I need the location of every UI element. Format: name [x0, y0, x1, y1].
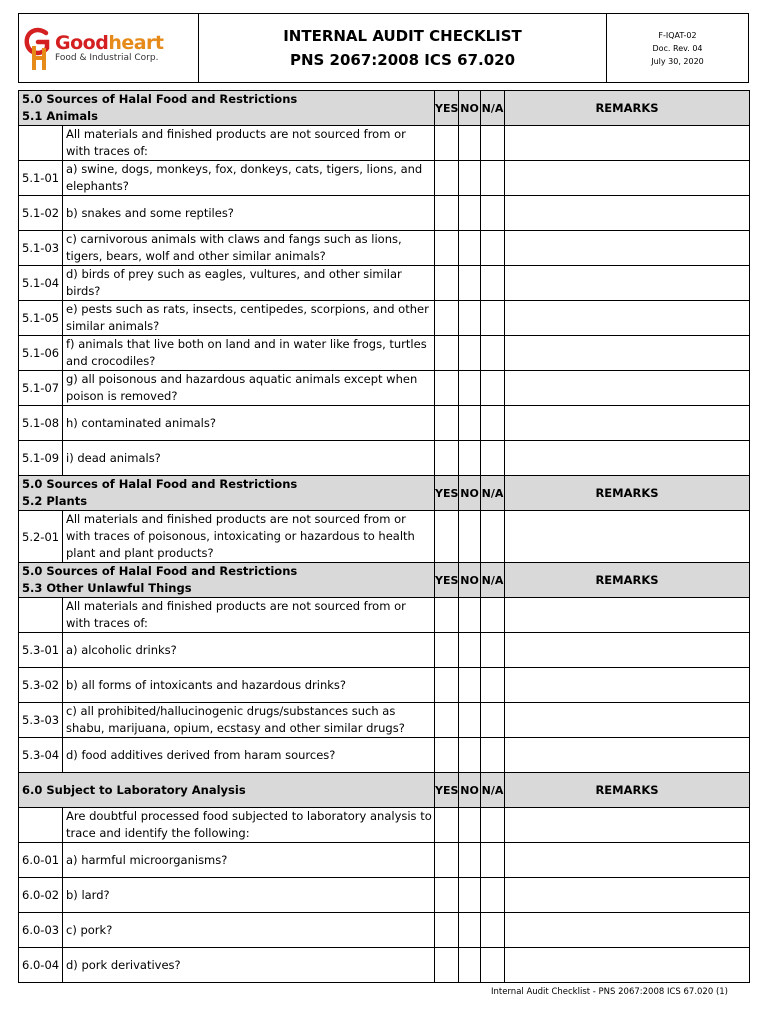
- yes-checkbox-cell[interactable]: [435, 441, 459, 476]
- na-checkbox-cell[interactable]: [481, 126, 505, 161]
- remarks-cell[interactable]: [505, 668, 750, 703]
- no-checkbox-cell[interactable]: [459, 371, 481, 406]
- item-number: 6.0-02: [19, 878, 63, 913]
- checklist-row: [19, 668, 750, 703]
- item-question: Are doubtful processed food subjected to laboratory analysis to trace and identify the following:: [63, 808, 435, 843]
- item-question: e) pests such as rats, insects, centipedes, scorpions, and other similar animals?: [63, 301, 435, 336]
- na-column-header: N/A: [481, 91, 505, 126]
- item-number: 5.1-01: [19, 161, 63, 196]
- yes-checkbox-cell[interactable]: [435, 913, 459, 948]
- na-checkbox-cell[interactable]: [481, 406, 505, 441]
- no-column-header: NO: [459, 476, 481, 511]
- section-header-row: [19, 563, 750, 598]
- remarks-cell[interactable]: [505, 266, 750, 301]
- checklist-row: [19, 371, 750, 406]
- yes-checkbox-cell[interactable]: [435, 738, 459, 773]
- yes-checkbox-cell[interactable]: [435, 266, 459, 301]
- checklist-row: [19, 633, 750, 668]
- na-checkbox-cell[interactable]: [481, 511, 505, 563]
- checklist-row: [19, 808, 750, 843]
- page-footer: Internal Audit Checklist - PNS 2067:2008 ICS 67.020 (1): [491, 987, 728, 997]
- na-checkbox-cell[interactable]: [481, 441, 505, 476]
- na-column-header: N/A: [481, 476, 505, 511]
- remarks-cell[interactable]: [505, 371, 750, 406]
- section-title: [19, 476, 435, 511]
- item-question: a) harmful microorganisms?: [63, 843, 435, 878]
- item-question: d) birds of prey such as eagles, vultures, and other similar birds?: [63, 266, 435, 301]
- item-number: 6.0-01: [19, 843, 63, 878]
- remarks-cell[interactable]: [505, 738, 750, 773]
- section-title: [19, 91, 435, 126]
- item-number: 5.1-03: [19, 231, 63, 266]
- yes-checkbox-cell[interactable]: [435, 948, 459, 983]
- no-checkbox-cell[interactable]: [459, 948, 481, 983]
- remarks-cell[interactable]: [505, 196, 750, 231]
- section-title-line-2: 5.2 Plants: [22, 494, 88, 508]
- yes-checkbox-cell[interactable]: [435, 336, 459, 371]
- na-checkbox-cell[interactable]: [481, 336, 505, 371]
- na-checkbox-cell[interactable]: [481, 633, 505, 668]
- remarks-cell[interactable]: [505, 598, 750, 633]
- checklist-row: [19, 598, 750, 633]
- company-logo: [19, 14, 199, 82]
- remarks-column-header: REMARKS: [505, 476, 750, 511]
- checklist-row: [19, 196, 750, 231]
- no-checkbox-cell[interactable]: [459, 231, 481, 266]
- item-question: a) swine, dogs, monkeys, fox, donkeys, cats, tigers, lions, and elephants?: [63, 161, 435, 196]
- na-checkbox-cell[interactable]: [481, 231, 505, 266]
- na-checkbox-cell[interactable]: [481, 668, 505, 703]
- checklist-row: [19, 913, 750, 948]
- no-column-header: NO: [459, 563, 481, 598]
- yes-checkbox-cell[interactable]: [435, 406, 459, 441]
- no-checkbox-cell[interactable]: [459, 441, 481, 476]
- document-title: [199, 14, 607, 82]
- audit-checklist-table: [18, 90, 750, 983]
- remarks-cell[interactable]: [505, 511, 750, 563]
- item-question: All materials and finished products are not sourced from or with traces of:: [63, 598, 435, 633]
- section-title-line-1: 5.0 Sources of Halal Food and Restrictions: [22, 477, 298, 491]
- remarks-cell[interactable]: [505, 948, 750, 983]
- item-number: 5.1-08: [19, 406, 63, 441]
- section-title-line-1: 5.0 Sources of Halal Food and Restrictions: [22, 92, 298, 106]
- item-question: b) snakes and some reptiles?: [63, 196, 435, 231]
- item-number: 5.1-06: [19, 336, 63, 371]
- item-number: 5.1-04: [19, 266, 63, 301]
- remarks-cell[interactable]: [505, 808, 750, 843]
- na-column-header: N/A: [481, 773, 505, 808]
- yes-checkbox-cell[interactable]: [435, 633, 459, 668]
- checklist-row: [19, 231, 750, 266]
- yes-checkbox-cell[interactable]: [435, 703, 459, 738]
- yes-checkbox-cell[interactable]: [435, 843, 459, 878]
- no-checkbox-cell[interactable]: [459, 913, 481, 948]
- section-header-row: [19, 476, 750, 511]
- na-checkbox-cell[interactable]: [481, 843, 505, 878]
- item-question: c) pork?: [63, 913, 435, 948]
- na-checkbox-cell[interactable]: [481, 371, 505, 406]
- no-column-header: NO: [459, 773, 481, 808]
- item-number: 5.1-02: [19, 196, 63, 231]
- no-checkbox-cell[interactable]: [459, 598, 481, 633]
- checklist-row: [19, 703, 750, 738]
- item-number: [19, 808, 63, 843]
- section-header-row: [19, 91, 750, 126]
- doc-code: F-IQAT-02: [658, 30, 697, 40]
- no-checkbox-cell[interactable]: [459, 843, 481, 878]
- no-checkbox-cell[interactable]: [459, 301, 481, 336]
- item-number: 5.2-01: [19, 511, 63, 563]
- checklist-row: [19, 406, 750, 441]
- title-line-1: INTERNAL AUDIT CHECKLIST: [283, 27, 522, 45]
- yes-checkbox-cell[interactable]: [435, 126, 459, 161]
- no-checkbox-cell[interactable]: [459, 266, 481, 301]
- remarks-cell[interactable]: [505, 441, 750, 476]
- section-title: [19, 563, 435, 598]
- remarks-cell[interactable]: [505, 843, 750, 878]
- checklist-row: [19, 301, 750, 336]
- document-info: [607, 14, 748, 82]
- yes-checkbox-cell[interactable]: [435, 668, 459, 703]
- item-question: d) pork derivatives?: [63, 948, 435, 983]
- na-checkbox-cell[interactable]: [481, 301, 505, 336]
- remarks-cell[interactable]: [505, 126, 750, 161]
- remarks-cell[interactable]: [505, 913, 750, 948]
- na-checkbox-cell[interactable]: [481, 738, 505, 773]
- item-question: All materials and finished products are not sourced from or with traces of:: [63, 126, 435, 161]
- no-checkbox-cell[interactable]: [459, 336, 481, 371]
- checklist-row: [19, 441, 750, 476]
- item-number: 5.3-02: [19, 668, 63, 703]
- no-checkbox-cell[interactable]: [459, 406, 481, 441]
- item-number: 5.1-09: [19, 441, 63, 476]
- remarks-cell[interactable]: [505, 878, 750, 913]
- section-title: [19, 773, 435, 808]
- na-checkbox-cell[interactable]: [481, 913, 505, 948]
- yes-column-header: YES: [435, 476, 459, 511]
- no-checkbox-cell[interactable]: [459, 511, 481, 563]
- item-number: 5.1-05: [19, 301, 63, 336]
- no-checkbox-cell[interactable]: [459, 878, 481, 913]
- remarks-cell[interactable]: [505, 336, 750, 371]
- remarks-cell[interactable]: [505, 231, 750, 266]
- item-question: g) all poisonous and hazardous aquatic animals except when poison is removed?: [63, 371, 435, 406]
- item-question: f) animals that live both on land and in water like frogs, turtles and crocodiles?: [63, 336, 435, 371]
- no-checkbox-cell[interactable]: [459, 808, 481, 843]
- na-checkbox-cell[interactable]: [481, 196, 505, 231]
- item-question: i) dead animals?: [63, 441, 435, 476]
- no-checkbox-cell[interactable]: [459, 633, 481, 668]
- yes-checkbox-cell[interactable]: [435, 598, 459, 633]
- item-question: b) all forms of intoxicants and hazardous drinks?: [63, 668, 435, 703]
- no-checkbox-cell[interactable]: [459, 703, 481, 738]
- item-question: All materials and finished products are not sourced from or with traces of poisonous, intoxicating or hazardous to health plant and plant products?: [63, 511, 435, 563]
- brand-name: [55, 31, 164, 54]
- yes-column-header: YES: [435, 563, 459, 598]
- item-number: 5.3-04: [19, 738, 63, 773]
- section-title-line-2: 5.3 Other Unlawful Things: [22, 581, 192, 595]
- section-title-line-1: 5.0 Sources of Halal Food and Restrictions: [22, 564, 298, 578]
- brand-subtitle: Food & Industrial Corp.: [55, 52, 159, 63]
- item-number: [19, 598, 63, 633]
- na-checkbox-cell[interactable]: [481, 808, 505, 843]
- remarks-column-header: REMARKS: [505, 563, 750, 598]
- item-question: c) carnivorous animals with claws and fangs such as lions, tigers, bears, wolf and other similar animals?: [63, 231, 435, 266]
- item-question: b) lard?: [63, 878, 435, 913]
- na-checkbox-cell[interactable]: [481, 266, 505, 301]
- item-question: d) food additives derived from haram sources?: [63, 738, 435, 773]
- checklist-row: [19, 511, 750, 563]
- yes-checkbox-cell[interactable]: [435, 878, 459, 913]
- yes-checkbox-cell[interactable]: [435, 196, 459, 231]
- item-number: 5.1-07: [19, 371, 63, 406]
- doc-date: July 30, 2020: [651, 56, 704, 66]
- na-checkbox-cell[interactable]: [481, 161, 505, 196]
- yes-checkbox-cell[interactable]: [435, 301, 459, 336]
- yes-checkbox-cell[interactable]: [435, 371, 459, 406]
- checklist-row: [19, 161, 750, 196]
- yes-checkbox-cell[interactable]: [435, 511, 459, 563]
- na-checkbox-cell[interactable]: [481, 598, 505, 633]
- item-question: c) all prohibited/hallucinogenic drugs/substances such as shabu, marijuana, opium, ecstasy and other similar drugs?: [63, 703, 435, 738]
- checklist-row: [19, 266, 750, 301]
- no-checkbox-cell[interactable]: [459, 738, 481, 773]
- item-number: 6.0-03: [19, 913, 63, 948]
- checklist-row: [19, 843, 750, 878]
- title-line-2: PNS 2067:2008 ICS 67.020: [289, 51, 516, 69]
- na-checkbox-cell[interactable]: [481, 703, 505, 738]
- remarks-cell[interactable]: [505, 406, 750, 441]
- checklist-row: [19, 948, 750, 983]
- item-question: a) alcoholic drinks?: [63, 633, 435, 668]
- yes-checkbox-cell[interactable]: [435, 231, 459, 266]
- no-checkbox-cell[interactable]: [459, 161, 481, 196]
- remarks-column-header: REMARKS: [505, 91, 750, 126]
- no-checkbox-cell[interactable]: [459, 196, 481, 231]
- remarks-cell[interactable]: [505, 301, 750, 336]
- brand-good: Good: [55, 31, 109, 54]
- remarks-cell[interactable]: [505, 633, 750, 668]
- section-title-line-2: 5.1 Animals: [22, 109, 98, 123]
- item-number: [19, 126, 63, 161]
- remarks-cell[interactable]: [505, 703, 750, 738]
- na-checkbox-cell[interactable]: [481, 948, 505, 983]
- no-checkbox-cell[interactable]: [459, 668, 481, 703]
- checklist-row: [19, 738, 750, 773]
- yes-checkbox-cell[interactable]: [435, 161, 459, 196]
- no-checkbox-cell[interactable]: [459, 126, 481, 161]
- item-question: h) contaminated animals?: [63, 406, 435, 441]
- na-checkbox-cell[interactable]: [481, 878, 505, 913]
- item-number: 5.3-01: [19, 633, 63, 668]
- section-header-row: [19, 773, 750, 808]
- no-column-header: NO: [459, 91, 481, 126]
- remarks-column-header: REMARKS: [505, 773, 750, 808]
- section-title-line-1: 6.0 Subject to Laboratory Analysis: [22, 782, 246, 797]
- checklist-row: [19, 126, 750, 161]
- checklist-row: [19, 878, 750, 913]
- yes-column-header: YES: [435, 91, 459, 126]
- item-number: 5.3-03: [19, 703, 63, 738]
- yes-column-header: YES: [435, 773, 459, 808]
- na-column-header: N/A: [481, 563, 505, 598]
- remarks-cell[interactable]: [505, 161, 750, 196]
- doc-revision: Doc. Rev. 04: [652, 43, 703, 53]
- checklist-row: [19, 336, 750, 371]
- document-header: [18, 13, 749, 83]
- yes-checkbox-cell[interactable]: [435, 808, 459, 843]
- brand-heart: heart: [108, 31, 164, 54]
- goodheart-logo-icon: [23, 26, 53, 70]
- item-number: 6.0-04: [19, 948, 63, 983]
